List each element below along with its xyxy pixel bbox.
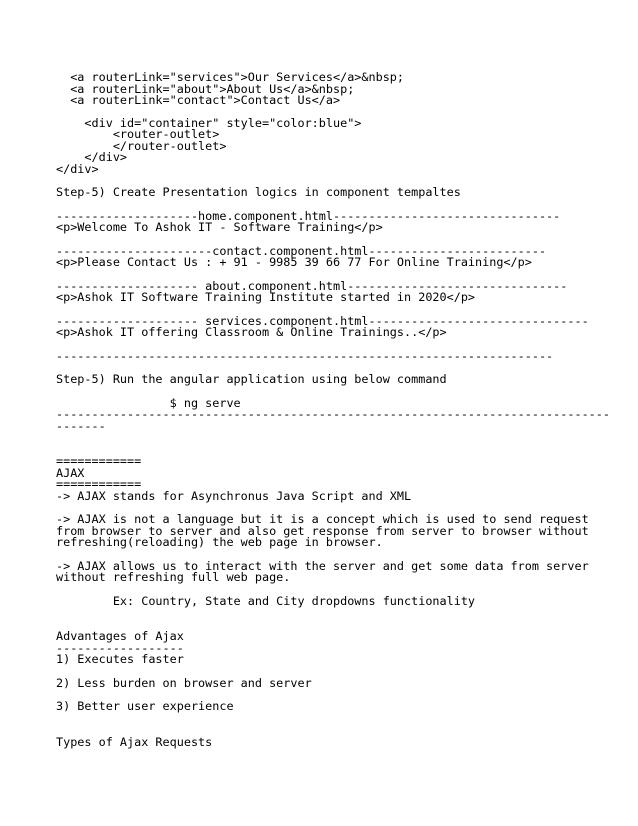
code-line: <div id="container" style="color:blue"> bbox=[56, 115, 362, 130]
code-line: <router-outlet> bbox=[56, 127, 220, 141]
paragraph-line: -> AJAX is not a language but it is a concept which is used to send request bbox=[56, 512, 589, 526]
code-line: <p>Ashok IT Software Training Institute started in 2020</p> bbox=[56, 290, 476, 304]
separator-line: -------------------- about.component.html------------------------------- bbox=[56, 278, 568, 293]
document-page bbox=[56, 72, 616, 748]
code-block bbox=[56, 72, 616, 175]
list-item: 3) Better user experience bbox=[56, 699, 234, 713]
title-rule: ============ bbox=[56, 454, 142, 468]
list-item: 1) Executes faster bbox=[56, 652, 184, 666]
section-heading: Advantages of Ajax bbox=[56, 629, 184, 643]
step5-run-section bbox=[56, 374, 616, 432]
section-heading: Step-5) Run the angular application using below command bbox=[56, 372, 447, 386]
paragraph-line: without refreshing full web page. bbox=[56, 570, 291, 584]
code-line: <a routerLink="contact">Contact Us</a> bbox=[56, 93, 341, 107]
separator-line: ----------------------contact.component.html------------------------- bbox=[56, 243, 547, 258]
separator-line: ------------------------------------------------------------------------------ bbox=[56, 407, 610, 421]
code-line: <a routerLink="about">About Us</a>&nbsp; bbox=[56, 81, 355, 96]
ajax-section bbox=[56, 456, 616, 607]
paragraph-line: refreshing(reloading) the web page in browser. bbox=[56, 535, 383, 549]
code-line: <p>Ashok IT offering Classroom & Online Trainings..</p> bbox=[56, 325, 447, 339]
code-line: </router-outlet> bbox=[56, 138, 227, 153]
section-heading: Step-5) Create Presentation logics in component tempaltes bbox=[56, 185, 461, 199]
section-title: AJAX bbox=[56, 465, 85, 480]
separator-line: --------------------home.component.html-------------------------------- bbox=[56, 208, 561, 223]
separator-line: ---------------------------------------------------------------------- bbox=[56, 348, 554, 363]
code-line: </div> bbox=[56, 150, 128, 164]
heading-underline: ------------------ bbox=[56, 640, 184, 655]
separator-line: ------- bbox=[56, 418, 106, 433]
step5-templates-section bbox=[56, 187, 616, 362]
paragraph-line: from browser to server and also get response from server to browser without bbox=[56, 523, 589, 538]
code-line: <p>Welcome To Ashok IT - Software Training</p> bbox=[56, 220, 383, 234]
separator-line: -------------------- services.component.html------------------------------- bbox=[56, 313, 589, 328]
command-line: $ ng serve bbox=[56, 395, 241, 410]
code-line: </div> bbox=[56, 161, 99, 176]
code-line: <a routerLink="services">Our Services</a>&nbsp; bbox=[56, 70, 405, 84]
list-item: 2) Less burden on browser and server bbox=[56, 675, 312, 690]
paragraph-line: -> AJAX allows us to interact with the server and get some data from server bbox=[56, 558, 589, 573]
section-heading: Types of Ajax Requests bbox=[56, 734, 213, 749]
example-line: Ex: Country, State and City dropdowns functionality bbox=[56, 593, 476, 608]
advantages-section bbox=[56, 631, 616, 713]
paragraph-line: -> AJAX stands for Asynchronus Java Script and XML bbox=[56, 488, 412, 503]
types-section bbox=[56, 734, 616, 749]
code-line: <p>Please Contact Us : + 91 - 9985 39 66 77 For Online Training</p> bbox=[56, 255, 532, 269]
title-rule: ============ bbox=[56, 477, 142, 491]
